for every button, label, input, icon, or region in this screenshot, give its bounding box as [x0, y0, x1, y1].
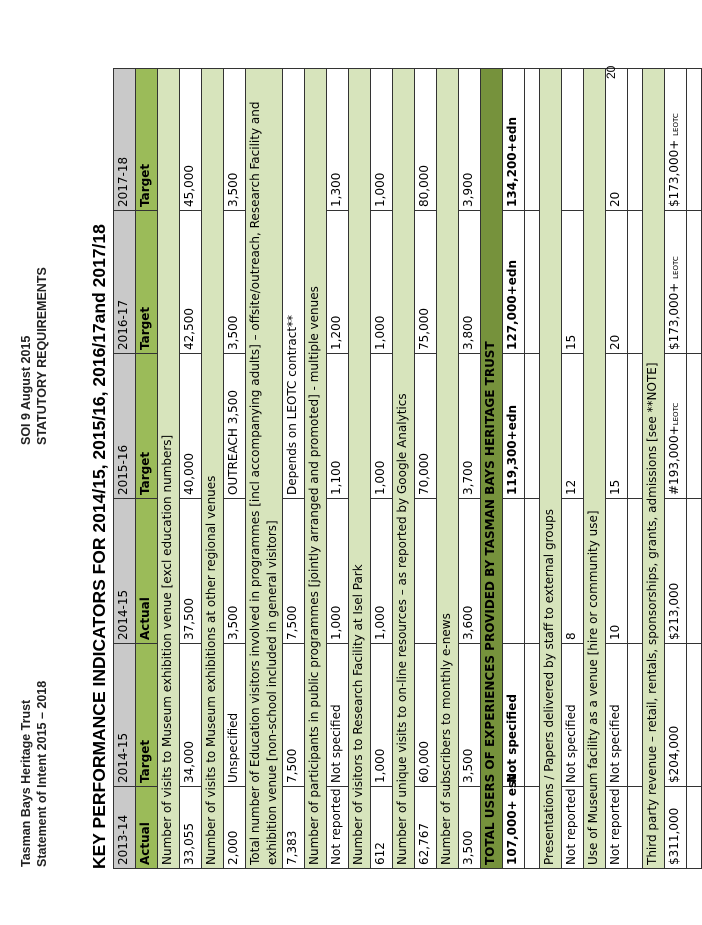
kpi-total-description: TOTAL USERS OF EXPERIENCES PROVIDED BY TASMAN BAYS HERITAGE TRUST	[481, 69, 503, 869]
table-cell: Unspecified	[224, 644, 246, 787]
table-row	[503, 69, 525, 869]
table-cell: 10	[606, 499, 628, 644]
table-cell	[415, 499, 437, 644]
leotc-suffix: LEOTC	[672, 402, 680, 426]
kpi-description-row	[246, 69, 283, 869]
year-cell: 2017-18	[114, 69, 136, 211]
table-cell: 40,000	[180, 354, 202, 499]
kpi-description-row	[393, 69, 415, 869]
table-cell: 1,100	[327, 354, 349, 499]
kpi-description: Number of participants in public programmes [jointly arranged and promoted] - multiple venues	[305, 69, 327, 869]
cell-value: $173,000+	[667, 139, 681, 207]
type-cell: Actual	[136, 499, 158, 644]
table-cell: 1,000	[327, 499, 349, 644]
table-cell: Not specified	[503, 644, 525, 787]
table-row	[283, 69, 305, 869]
table-cell: 15	[606, 354, 628, 499]
kpi-total-row	[481, 69, 503, 869]
table-cell	[562, 69, 584, 211]
year-cell: 2013-14	[114, 787, 136, 869]
table-cell: 1,200	[327, 211, 349, 354]
table-cell: 80,000	[415, 69, 437, 211]
table-cell: 1,000	[371, 69, 393, 211]
table-cell: 134,200+edn	[503, 69, 525, 211]
year-cell: 2014-15	[114, 644, 136, 787]
table-row	[415, 69, 437, 869]
table-cell: 1,300	[327, 69, 349, 211]
table-cell: 3,600	[459, 499, 481, 644]
table-cell: 45,000	[180, 69, 202, 211]
table-cell: 1,000	[371, 644, 393, 787]
cell-value: $173,000+	[667, 282, 681, 350]
table-cell: 34,000	[180, 644, 202, 787]
page-header-right	[18, 267, 50, 445]
table-cell: 7,383	[283, 787, 305, 869]
header-version: SOI 9 August 2015	[19, 335, 33, 445]
table-cell: 12	[562, 354, 584, 499]
table-cell: 7,500	[283, 644, 305, 787]
table-cell: 127,000+edn	[503, 211, 525, 354]
table-row	[371, 69, 393, 869]
table-cell: 3,900	[459, 69, 481, 211]
type-cell: Actual	[136, 787, 158, 869]
table-cell: 1,000	[371, 499, 393, 644]
table-cell: 20	[606, 69, 628, 211]
table-row	[459, 69, 481, 869]
kpi-description-row	[643, 69, 665, 869]
cell-value: #193,000+	[667, 425, 681, 495]
table-cell: 62,767	[415, 787, 437, 869]
table-cell	[665, 211, 687, 354]
table-cell: 3,500	[459, 787, 481, 869]
kpi-description: Number of subscribers to monthly e-news	[437, 69, 459, 869]
table-cell: Depends on LEOTC contract**	[283, 69, 305, 499]
table-cell: 1,000	[371, 211, 393, 354]
table-cell: Not specified	[327, 644, 349, 787]
kpi-description: Number of visits to Museum exhibition venue [excl education numbers]	[158, 69, 180, 869]
kpi-description: Total number of Education visitors involved in programmes [incl accompanying adults] – offsite/outreach, Research Facility and exhibition venue [non-school included in general visitors]	[246, 69, 283, 869]
table-cell: $204,000	[665, 644, 687, 787]
table-row	[606, 69, 628, 869]
kpi-description-row	[584, 69, 606, 869]
type-cell: Target	[136, 69, 158, 211]
table-row	[327, 69, 349, 869]
year-cell: 2015-16	[114, 354, 136, 499]
year-cell: 2016-17	[114, 211, 136, 354]
table-cell: Not specified	[562, 644, 584, 787]
kpi-description: Presentations / Papers delivered by staff to external groups	[540, 69, 562, 869]
table-cell	[503, 499, 525, 644]
table-cell: 60,000	[415, 644, 437, 787]
table-row	[562, 69, 584, 869]
kpi-description-row	[305, 69, 327, 869]
table-cell: 3,700	[459, 354, 481, 499]
table-row	[665, 69, 687, 869]
page-title: KEY PERFORMANCE INDICATORS FOR 2014/15, 2015/16, 2016/17and 2017/18	[89, 224, 109, 869]
kpi-description-row	[540, 69, 562, 869]
type-cell: Target	[136, 354, 158, 499]
table-cell: 1,000	[371, 354, 393, 499]
table-cell: 8	[562, 499, 584, 644]
table-cell: 42,500	[180, 211, 202, 354]
kpi-table	[113, 65, 702, 869]
table-cell: 3,500	[459, 644, 481, 787]
page-header-left	[18, 681, 50, 867]
kpi-description: Third party revenue – retail, rentals, sponsorships, grants, admissions [see **NOTE]	[643, 69, 665, 869]
table-cell: 3,500	[224, 499, 246, 644]
header-org: Tasman Bays Heritage Trust	[19, 699, 33, 867]
kpi-description: Number of visits to Museum exhibitions at other regional venues	[202, 69, 224, 869]
spacer-row	[687, 69, 702, 869]
table-cell: 612	[371, 787, 393, 869]
header-section: STATUTORY REQUIREMENTS	[35, 267, 49, 445]
table-cell: 3,500	[224, 69, 246, 211]
table-header-years	[114, 69, 136, 869]
kpi-description-row	[437, 69, 459, 869]
table-cell: 107,000+ est	[503, 787, 525, 869]
table-cell: 70,000	[415, 354, 437, 499]
table-row	[180, 69, 202, 869]
type-cell: Target	[136, 644, 158, 787]
spacer-row	[525, 69, 540, 869]
kpi-description-row	[349, 69, 371, 869]
table-cell	[665, 69, 687, 211]
table-cell: Not specified	[606, 644, 628, 787]
table-cell: 2,000	[224, 787, 246, 869]
kpi-description: Number of unique visits to on-line resources – as reported by Google Analytics	[393, 69, 415, 869]
table-header-types	[136, 69, 158, 869]
kpi-description: Use of Museum facility as a venue [hire or community use]	[584, 69, 606, 869]
table-cell: 3,500	[224, 211, 246, 354]
page-number: 20	[604, 65, 618, 79]
table-cell: Not reported	[327, 787, 349, 869]
table-cell: $311,000	[665, 787, 687, 869]
table-cell: 20	[606, 211, 628, 354]
kpi-description-row	[202, 69, 224, 869]
table-cell: 7,500	[283, 499, 305, 644]
table-cell	[665, 354, 687, 499]
type-cell: Target	[136, 211, 158, 354]
table-cell: 37,500	[180, 499, 202, 644]
table-cell: 119,300+edn	[503, 354, 525, 499]
table-row	[224, 69, 246, 869]
table-cell: Not reported	[606, 787, 628, 869]
year-cell: 2014-15	[114, 499, 136, 644]
kpi-description: Number of visitors to Research Facility at Isel Park	[349, 69, 371, 869]
table-cell: OUTREACH 3,500	[224, 354, 246, 499]
table-cell: 15	[562, 211, 584, 354]
table-cell: Not reported	[562, 787, 584, 869]
table-cell: 75,000	[415, 211, 437, 354]
leotc-suffix: LEOTC	[672, 113, 680, 136]
table-cell: 33,055	[180, 787, 202, 869]
table-cell: 3,800	[459, 211, 481, 354]
kpi-description-row	[158, 69, 180, 869]
spacer-row	[628, 69, 643, 869]
header-doc: Statement of Intent 2015 – 2018	[35, 680, 49, 867]
table-cell: $213,000	[665, 499, 687, 644]
leotc-suffix: LEOTC	[672, 256, 680, 279]
